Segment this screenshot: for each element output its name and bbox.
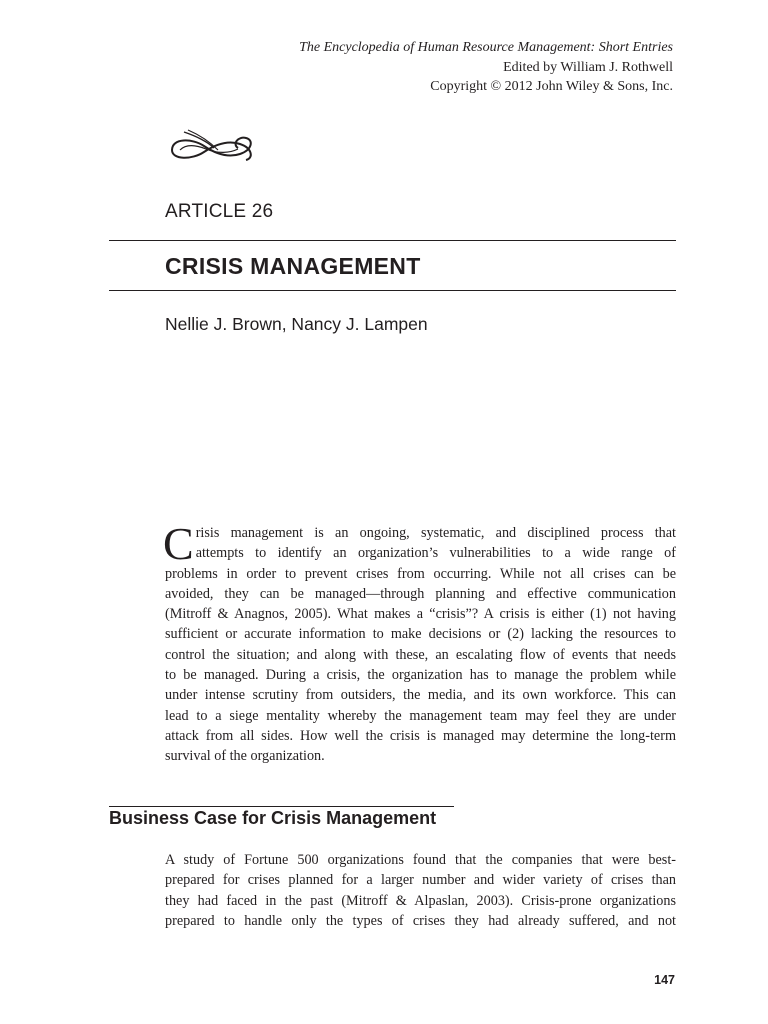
section-heading: Business Case for Crisis Management: [109, 808, 437, 828]
article-number: ARTICLE 26: [165, 201, 274, 222]
intro-line: attack from all sides. How well the crisis is managed may determine the long-term: [165, 727, 676, 744]
intro-line: risis management is an ongoing, systematic, and disciplined process that: [195, 525, 676, 541]
intro-line: avoided, they can be managed—through planning and effective communication: [165, 585, 676, 602]
section-line: prepared for crises planned for a larger number and wider variety of crises than: [165, 872, 676, 889]
intro-line: survival of the organization.: [165, 748, 325, 765]
intro-line: problems in order to prevent crises from occurring. While not all crises can be: [165, 565, 676, 582]
intro-line: attempts to identify an organization’s vulnerabilities to a wide range of: [195, 545, 676, 562]
intro-line: (Mitroff & Anagnos, 2005). What makes a “crisis”? A crisis is either (1) not having: [165, 606, 676, 623]
editor-line: Edited by William J. Rothwell: [503, 59, 673, 75]
article-authors: Nellie J. Brown, Nancy J. Lampen: [165, 314, 428, 334]
intro-line: control the situation; and along with these, an escalating flow of events that needs: [165, 646, 676, 663]
title-rule-top: [109, 240, 676, 241]
section-line: prepared to handle only the types of crises they had already suffered, and not: [165, 912, 676, 929]
intro-line: under intense scrutiny from outsiders, the media, and its own workforce. This can: [165, 687, 676, 704]
flourish-ornament-icon: [166, 128, 258, 166]
section-paragraph: [165, 850, 676, 931]
article-title: CRISIS MANAGEMENT: [165, 253, 421, 279]
intro-line: lead to a siege mentality whereby the management team may feel they are under: [165, 707, 676, 724]
section-line: A study of Fortune 500 organizations found that the companies that were best-: [165, 852, 676, 868]
title-rule-bottom: [109, 290, 676, 291]
intro-line: sufficient or accurate information to make decisions or (2) lacking the resources to: [165, 626, 676, 643]
book-title: The Encyclopedia of Human Resource Management: Short Entries: [299, 40, 673, 55]
section-rule: [109, 806, 454, 807]
page-number: 147: [654, 973, 675, 987]
section-line: they had faced in the past (Mitroff & Alpaslan, 2003). Crisis-prone organizations: [165, 892, 676, 909]
copyright-line: Copyright © 2012 John Wiley & Sons, Inc.: [430, 79, 673, 94]
drop-cap: C: [163, 518, 194, 569]
intro-line: to be managed. During a crisis, the organization has to manage the problem while: [165, 667, 676, 684]
intro-paragraph: [163, 518, 676, 767]
running-header: [153, 38, 673, 97]
